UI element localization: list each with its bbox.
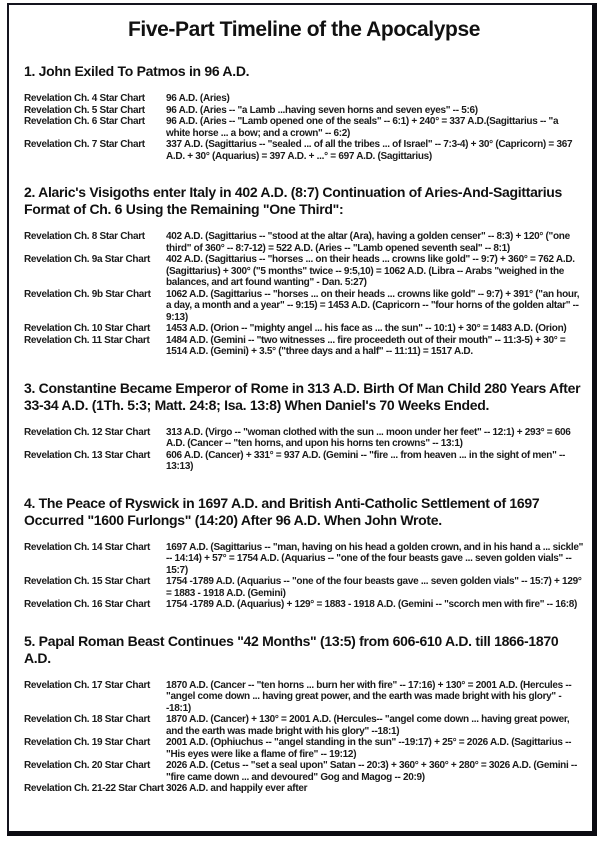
- row-label: Revelation Ch. 10 Star Chart: [24, 323, 151, 334]
- timeline-row: [24, 139, 584, 162]
- row-label: Revelation Ch. 4 Star Chart: [24, 93, 145, 104]
- row-text: 1870 A.D. (Cancer -- "ten horns ... burn her with fire" -- 17:16) + 130° = 2001 A.D. (Hercules -- "angel come down ... having great power, and the earth was made bright with his glory" --18:1): [166, 679, 572, 714]
- row-label: Revelation Ch. 18 Star Chart: [24, 714, 151, 725]
- timeline-row: [24, 542, 584, 577]
- row-text: 1754 -1789 A.D. (Aquarius) + 129° = 1883 - 1918 A.D. (Gemini -- "scorch men with fire" -- 16:8): [166, 599, 578, 610]
- section-heading-4: 4. The Peace of Ryswick in 1697 A.D. and British Anti-Catholic Settlement of 1697 Occurred "1600 Furlongs" (14:20) After 96 A.D. When John Wrote.: [24, 494, 540, 528]
- row-text: 337 A.D. (Sagittarius -- "sealed ... of all the tribes ... of Israel" -- 7:3-4) + 30° (Capricorn) = 367 A.D. + 30° (Aquarius) = 397 A.D. + ...° = 697 A.D. (Sagittarius): [166, 139, 573, 162]
- section-heading-2: 2. Alaric's Visigoths enter Italy in 402 A.D. (8:7) Continuation of Aries-And-Sagittarius Format of Ch. 6 Using the Remaining "One Third":: [24, 184, 563, 217]
- timeline-row: [24, 105, 584, 117]
- row-text: 1870 A.D. (Cancer) + 130° = 2001 A.D. (Hercules-- "angel come down ... having great power, and the earth was made bright with his glory" --18:1): [166, 714, 570, 737]
- section-3-rows: [24, 427, 584, 473]
- row-label: Revelation Ch. 14 Star Chart: [24, 541, 151, 553]
- timeline-row: [24, 680, 584, 715]
- row-text: 2001 A.D. (Ophiuchus -- "angel standing in the sun" --19:17) + 25° = 2026 A.D. (Sagittarius -- "His eyes were like a flame of fire" -- 19:12): [166, 737, 572, 760]
- row-label: Revelation Ch. 5 Star Chart: [24, 104, 145, 116]
- section-3: [24, 380, 584, 473]
- row-text: 96 A.D. (Aries): [166, 93, 230, 104]
- timeline-row: [24, 116, 584, 139]
- timeline-row: [24, 737, 584, 760]
- row-text: 402 A.D. (Sagittarius -- "horses ... on their heads ... crowns like gold" -- 9:7) + 360° = 762 A.D. (Sagittarius) + 300° ("5 months" twice -- 9:5,10) = 1062 A.D. (Libra -- Arabs "weighed in the balances, and art found wanting" - Dan. 5:27): [166, 254, 575, 288]
- row-text: 96 A.D. (Aries -- "Lamb opened one of the seals" -- 6:1) + 240° = 337 A.D.(Sagittarius -- "a white horse ... a bow; and a crown" -- 6:2): [166, 116, 559, 139]
- row-label: Revelation Ch. 9a Star Chart: [24, 254, 151, 265]
- timeline-row: [24, 335, 584, 358]
- row-text: 313 A.D. (Virgo -- "woman clothed with the sun ... moon under her feet" -- 12:1) + 293° = 606 A.D. (Cancer -- "ten horns, and upon his horns ten crowns" -- 13:1): [166, 426, 571, 449]
- section-1-rows: [24, 93, 584, 162]
- section-4-rows: [24, 542, 584, 611]
- row-label: Revelation Ch. 16 Star Chart: [24, 599, 151, 610]
- row-label: Revelation Ch. 6 Star Chart: [24, 116, 145, 127]
- timeline-row: [24, 450, 584, 473]
- row-label: Revelation Ch. 8 Star Chart: [24, 231, 145, 242]
- row-text: 1062 A.D. (Sagittarius -- "horses ... on their heads ... crowns like gold" -- 9:7) + 391° ("an hour, a day, a month and a year" -- 9:15) = 1453 A.D. (Capricorn -- "four horns of the golden altar" -- 9:13): [166, 288, 580, 323]
- section-heading-1: 1. John Exiled To Patmos in 96 A.D.: [24, 63, 250, 79]
- document-frame: [7, 3, 597, 836]
- row-label: Revelation Ch. 9b Star Chart: [24, 288, 151, 300]
- row-text: 1453 A.D. (Orion -- "mighty angel ... his face as ... the sun" -- 10:1) + 30° = 1483 A.D. (Orion): [166, 323, 567, 334]
- row-text: 1697 A.D. (Sagittarius -- "man, having on his head a golden crown, and in his hand a ... sickle" -- 14:14) + 57° = 1754 A.D. (Aquarius -- "one of the four beasts gave ... seven golden vials" -- 15:7): [166, 541, 584, 576]
- row-text: 606 A.D. (Cancer) + 331° = 937 A.D. (Gemini -- "fire ... from heaven ... in the sight of men" -- 13:13): [166, 449, 566, 472]
- timeline-row: [24, 576, 584, 599]
- timeline-row: [24, 427, 584, 450]
- timeline-row: [24, 254, 584, 289]
- section-5: [24, 633, 584, 795]
- row-label: Revelation Ch. 17 Star Chart: [24, 679, 151, 691]
- row-text: 96 A.D. (Aries -- "a Lamb ...having seven horns and seven eyes" -- 5:6): [166, 104, 478, 116]
- timeline-row: [24, 93, 584, 105]
- timeline-row: [24, 323, 584, 335]
- timeline-row: [24, 599, 584, 611]
- timeline-row: [24, 289, 584, 324]
- page-title: Five-Part Timeline of the Apocalypse: [127, 18, 481, 41]
- row-text: 1754 -1789 A.D. (Aquarius -- "one of the four beasts gave ... seven golden vials" -- 15:7) + 129° = 1883 - 1918 A.D. (Gemini): [166, 576, 582, 599]
- row-label: Revelation Ch. 7 Star Chart: [24, 139, 145, 150]
- row-text: 3026 A.D. and happily ever after: [166, 783, 308, 794]
- timeline-row: [24, 231, 584, 254]
- row-label: Revelation Ch. 13 Star Chart: [24, 449, 151, 461]
- row-label: Revelation Ch. 20 Star Chart: [24, 760, 151, 771]
- section-heading-5: 5. Papal Roman Beast Continues "42 Months" (13:5) from 606-610 A.D. till 1866-1870 A.D.: [24, 632, 559, 666]
- timeline-row: [24, 714, 584, 737]
- section-2-rows: [24, 231, 584, 358]
- row-label: Revelation Ch. 11 Star Chart: [24, 334, 150, 346]
- section-5-rows: [24, 680, 584, 795]
- row-text: 1484 A.D. (Gemini -- "two witnesses ... fire proceedeth out of their mouth" -- 11:3-5) + 30° = 1514 A.D. (Gemini) + 3.5° ("three days and a half" -- 11:11) = 1517 A.D.: [166, 334, 566, 357]
- section-heading-3: 3. Constantine Became Emperor of Rome in 313 A.D. Birth Of Man Child 280 Years After 33-34 A.D. (1Th. 5:3; Matt. 24:8; Isa. 13:8) When Daniel's 70 Weeks Ended.: [24, 379, 581, 413]
- section-4: [24, 495, 584, 611]
- row-text: 2026 A.D. (Cetus -- "set a seal upon" Satan -- 20:3) + 360° + 360° + 280° = 3026 A.D. (Gemini -- "fire came down ... and devoured" Gog and Magog -- 20:9): [166, 760, 577, 783]
- row-label: Revelation Ch. 15 Star Chart: [24, 576, 151, 587]
- row-label: Revelation Ch. 21-22 Star Chart: [24, 783, 164, 794]
- timeline-row: [24, 783, 584, 795]
- row-label: Revelation Ch. 12 Star Chart: [24, 426, 151, 438]
- section-2: [24, 184, 584, 358]
- row-text: 402 A.D. (Sagittarius -- "stood at the altar (Ara), having a golden censer" -- 8:3) + 120° ("one third" of 360° -- 8:7-12) = 522 A.D. (Aries -- "Lamb opened seventh seal" -- 8:1): [166, 231, 570, 254]
- section-1: [24, 63, 584, 162]
- timeline-row: [24, 760, 584, 783]
- row-label: Revelation Ch. 19 Star Chart: [24, 737, 151, 748]
